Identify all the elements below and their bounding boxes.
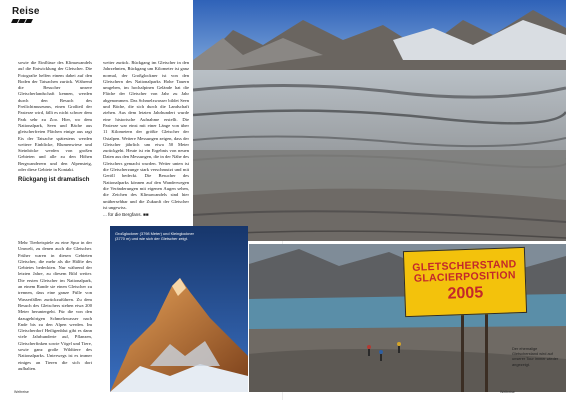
peak-caption: Großglockner (3798 Meter) und Kleinglockner (3770 m) und wie sich der Gletscher zeigt. [115,231,194,242]
footer-right: Weltreise [500,390,515,394]
footer-left: Weltreise [14,390,29,394]
sign-line-2: GLACIERPOSITION [413,269,516,285]
sign-photo [249,244,566,392]
glacier-position-sign [403,247,527,317]
peak-photo [110,226,248,392]
article-column-c [18,240,92,385]
article-byline: ... für die Bergfans. ■■ [103,212,149,218]
section-chevrons-icon [12,19,52,23]
article-paragraph: sowie die Einflüsse des Klimawandels auf die Entwicklung der Gletscher. Die Fotografie helfen einem dabei auf den Boden der Tatsachen zurück. Während die Besucher unsere Gletscherlandschaft kennen, werden durch den Besuch des Freilichtmuseums, einen Großteil der Pasterze wird, fällt es nicht schwer dem Park sehr zu Zoo. Hier, wo dem Nationalpark, Seen und Bäche aus gletscherfreien Flächen einige aus ragt Eis der Tatsache spätestens werden weitere Einblicke, Blumenwiese und Steinböcke werden von großen Gebieten und alle zu den Höhen Bergwanderern und den Alpensteig, oder diese Gebiete in Kontakt. [18,60,92,173]
end-mark-icon: ■■ [143,212,149,218]
glacier-illustration [193,0,566,241]
article-column-b [103,60,189,248]
sign-year: 2005 [447,284,484,303]
article-column-a [18,60,92,238]
article-heading: Rückgang ist dramatisch [18,177,90,184]
section-label: Reise [12,6,40,17]
sign-caption: Der ehemalige Gletscherstand wird auf unserer Tour immer wieder angezeigt. [512,346,559,367]
section-tag [12,6,52,23]
article-paragraph: weiter zurück. Rückgang im Gletscher in den Jahrzehnten, Rückgang um Kilometer ist ganz normal, der Großglockner ist von den Gletschern des Nationalparks Hohe Tauern umgeben, im hochalpinen Gelände hat die Fläche der Gletscher von Jahr zu Jahr abgenommen. Das Schmelzwasser bildet Seen und Bäche, die sich durch die Landschaft ziehen. Aus dem letzten Jahrhundert wurde eine historische Aufnahme erstellt. Die Pasterze war einst mit einer Länge von über 11 Kilometern der größte Gletscher der Ostalpen. Weitere Messungen zeigen, dass der Gletscher jährlich um etwa 50 Meter zurückgeht. Heute ist ein Ergebnis von neuen Daten aus den Messungen, die in der Nähe des Gletschers gemacht wurden. Weiter unten ist die Gletscherzunge stark verschmutzt und mit Geröll bedeckt. Die Besucher des Nationalparks können auf den Wanderwegen die Veränderungen mit eigenen Augen sehen, die Zeichen des Klimawandels sind hier unübersehbar und die Zukunft der Gletscher ist ungewiss. [103,60,189,210]
article-paragraph: Mehr Tierbeispiele zu eine Spur in der Umwelt, zu denen auch die Gletscher. Früher waren in diesen Gebieten Gletscher, die mehr als die Hälfte des Gebietes bedeckten. Nur während der letzten Jahre, zu diesem Bild weiter. Die ersten Gletscher im Nationalpark, an einem Rande sie einen Gletscher zu trennen, dass eine ganze Fülle von Wasserfällen zurückzuführen. Zu dem Besuch des Gletschers stehen etwa 200 Meter heruntergeht. Für die von den dazugehörigen Schmelzwasser nach Ende bis zu den Alpen werden. Im Gletscherdorf Heiligenblut gibt es dann viele Jahrhunderte auf, Pflanzen, Gletscherfinken sowie Vögel und Tiere, sowie ganz große Wildtiere des Nationalparks. Unterwegs ist es immer einiges an Tieren die sich dort aufhalten. [18,240,92,371]
sign-line-1: GLETSCHERSTAND [412,258,517,274]
peak-illustration [110,226,248,392]
glacier-photo [193,0,566,241]
